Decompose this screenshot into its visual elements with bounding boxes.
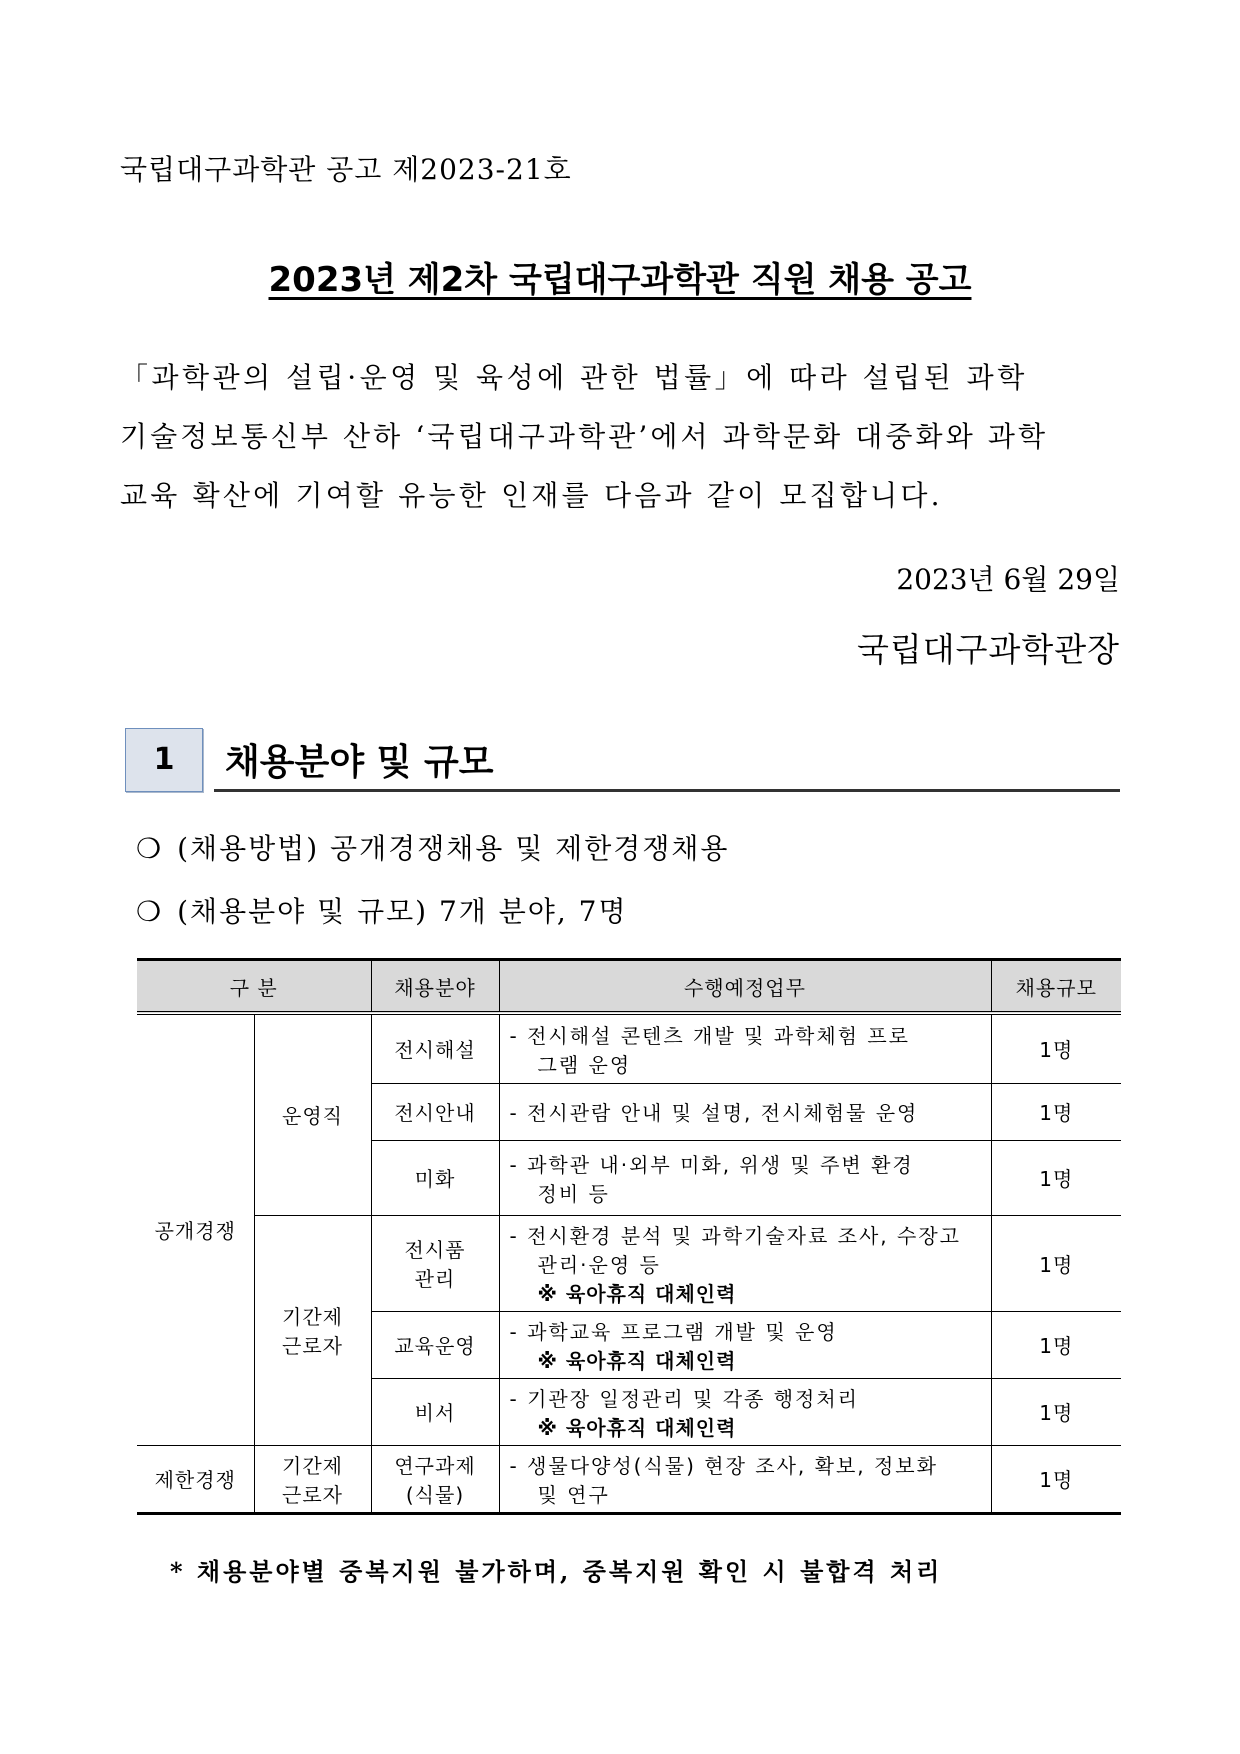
group-fixed-term: 기간제 근로자 (254, 1445, 371, 1513)
bullet-recruit-method (136, 827, 729, 867)
bullet-text: (채용방법) 공개경쟁채용 및 제한경쟁채용 (177, 832, 730, 865)
row-size: 1명 (991, 1083, 1121, 1140)
row-duty (499, 1445, 991, 1513)
duty-continuation: 관리·운영 등 (537, 1252, 661, 1277)
duty-text: - 생물다양성(식물) 현장 조사, 확보, 정보화 (509, 1453, 938, 1478)
document-title-text: 2023년 제2차 국립대구과학관 직원 채용 공고 (268, 260, 972, 300)
duty-continuation: 그램 운영 (537, 1052, 632, 1077)
group-open-competition: 공개경쟁 (137, 1013, 254, 1445)
row-field: 전시품 관리 (371, 1215, 499, 1311)
circle-bullet-icon: ❍ (136, 832, 164, 865)
header-field: 채용분야 (371, 960, 499, 1014)
document-title (0, 252, 1240, 301)
row-field: 전시안내 (371, 1083, 499, 1140)
footnote: * 채용분야별 중복지원 불가하며, 중복지원 확인 시 불합격 처리 (170, 1557, 943, 1586)
intro-line-2: 기술정보통신부 산하 ‘국립대구과학관’에서 과학문화 대중화와 과학 (120, 420, 1049, 453)
bullet-recruit-scale (136, 890, 628, 930)
row-size: 1명 (991, 1140, 1121, 1215)
row-field: 전시해설 (371, 1013, 499, 1083)
duty-continuation: 및 연구 (537, 1482, 610, 1507)
duty-text: - 과학교육 프로그램 개발 및 운영 (509, 1319, 838, 1344)
row-duty (499, 1013, 991, 1083)
row-field: 연구과제 (식물) (371, 1445, 499, 1513)
duty-note: ※ 육아휴직 대체인력 (537, 1348, 737, 1373)
issuer: 국립대구과학관장 (856, 630, 1120, 669)
notice-date: 2023년 6월 29일 (896, 563, 1120, 596)
row-size: 1명 (991, 1445, 1121, 1513)
group-operations: 운영직 (254, 1013, 371, 1215)
table-row (137, 1445, 1121, 1513)
notice-number: 국립대구과학관 공고 제2023-21호 (120, 153, 572, 186)
duty-text: - 전시환경 분석 및 과학기술자료 조사, 수장고 (509, 1223, 961, 1248)
table-header-row (137, 960, 1121, 1014)
header-division: 구 분 (137, 960, 371, 1014)
table-row (137, 1013, 1121, 1083)
circle-bullet-icon: ❍ (136, 895, 164, 928)
row-duty (499, 1140, 991, 1215)
row-size: 1명 (991, 1215, 1121, 1311)
header-duties: 수행예정업무 (499, 960, 991, 1014)
section-number-box: 1 (125, 728, 203, 792)
duty-text: - 전시관람 안내 및 설명, 전시체험물 운영 (509, 1101, 919, 1125)
intro-line-1: 「과학관의 설립·운영 및 육성에 관한 법률」에 따라 설립된 과학 (120, 361, 1028, 394)
row-duty (499, 1083, 991, 1140)
header-size: 채용규모 (991, 960, 1121, 1014)
row-field: 미화 (371, 1140, 499, 1215)
row-duty (499, 1215, 991, 1311)
duty-continuation: 정비 등 (537, 1181, 610, 1206)
row-size: 1명 (991, 1378, 1121, 1445)
duty-note: ※ 육아휴직 대체인력 (537, 1415, 737, 1440)
section-title: 채용분야 및 규모 (225, 742, 494, 783)
row-field: 비서 (371, 1378, 499, 1445)
row-duty (499, 1311, 991, 1378)
intro-line-3: 교육 확산에 기여할 유능한 인재를 다음과 같이 모집합니다. (120, 479, 943, 512)
row-field: 교육운영 (371, 1311, 499, 1378)
duty-text: - 전시해설 콘텐츠 개발 및 과학체험 프로 (509, 1023, 910, 1048)
duty-note: ※ 육아휴직 대체인력 (537, 1281, 737, 1306)
group-limited-competition: 제한경쟁 (137, 1445, 254, 1513)
row-size: 1명 (991, 1013, 1121, 1083)
duty-text: - 기관장 일정관리 및 각종 행정처리 (509, 1386, 859, 1411)
row-size: 1명 (991, 1311, 1121, 1378)
recruitment-table (137, 958, 1121, 1515)
group-fixed-term: 기간제 근로자 (254, 1215, 371, 1445)
bullet-text: (채용분야 및 규모) 7개 분야, 7명 (177, 895, 628, 928)
row-duty (499, 1378, 991, 1445)
duty-text: - 과학관 내·외부 미화, 위생 및 주변 환경 (509, 1152, 914, 1177)
section-rule (214, 789, 1120, 792)
table-row (137, 1215, 1121, 1311)
